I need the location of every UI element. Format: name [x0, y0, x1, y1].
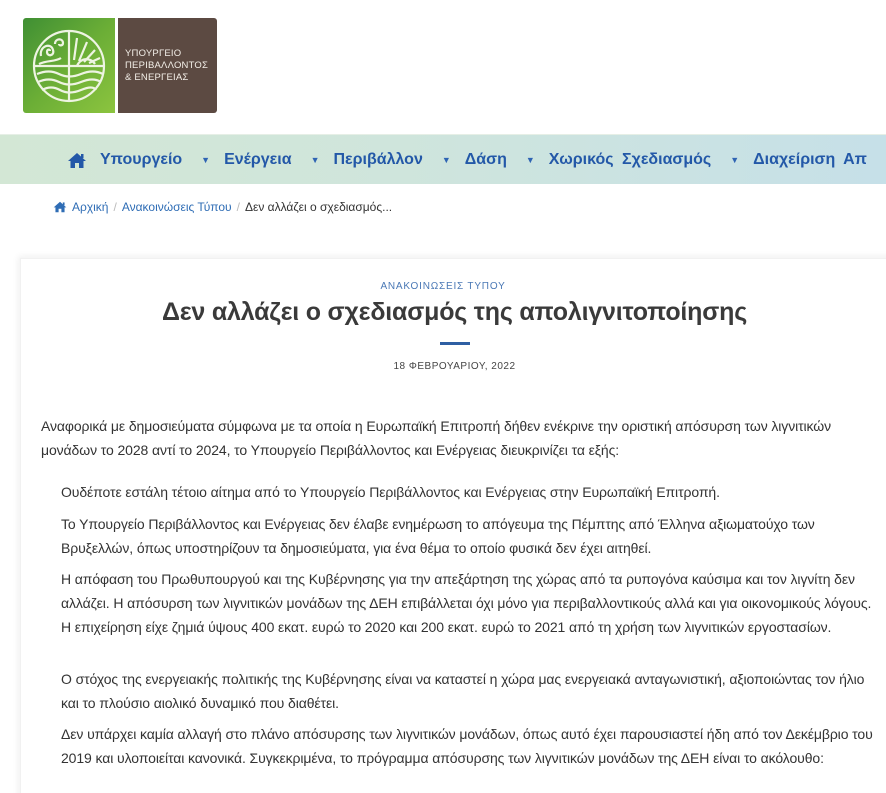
home-icon[interactable] — [67, 152, 87, 169]
nav-item-label: Δάση — [464, 151, 507, 168]
nav-item-forests[interactable] — [465, 151, 549, 169]
nav-item-label: Χωρικός Σχεδιασμός — [548, 151, 712, 168]
breadcrumb — [53, 200, 392, 214]
breadcrumb-separator: / — [113, 200, 117, 214]
breadcrumb-current: Δεν αλλάζει ο σχεδιασμός... — [244, 200, 393, 214]
chevron-down-icon[interactable]: ▼ — [310, 155, 320, 165]
nav-item-environment[interactable] — [333, 151, 464, 169]
logo-emblem — [23, 18, 118, 113]
main-navigation — [0, 134, 886, 184]
logo-text-line: ΥΠΟΥΡΓΕΙΟ — [125, 47, 182, 59]
logo-text-line: ΠΕΡΙΒΑΛΛΟΝΤΟΣ — [125, 59, 209, 71]
breadcrumb-section-link[interactable]: Ανακοινώσεις Τύπου — [121, 200, 232, 214]
logo-text-block — [118, 18, 217, 113]
chevron-down-icon[interactable]: ▼ — [525, 155, 535, 165]
breadcrumb-home-link[interactable]: Αρχική — [72, 200, 109, 214]
nav-item-label: Διαχείριση Απ — [753, 151, 867, 168]
nav-item-ministry[interactable] — [100, 151, 224, 169]
logo-text-line: & ΕΝΕΡΓΕΙΑΣ — [125, 71, 189, 83]
sun-sea-emblem-icon — [29, 26, 109, 106]
article-intro: Αναφορικά με δημοσιεύματα σύμφωνα με τα οποία η Ευρωπαϊκή Επιτροπή δήθεν ενέκρινε την οριστική απόσυρση των λιγνιτικών μονάδων το 2028 αντί το 2024, το Υπουργείο Περιβάλλοντος και Ενέργειας διευκρινίζει τα εξής: — [41, 418, 832, 458]
article-paragraph: Η απόφαση του Πρωθυπουργού και της Κυβέρνησης για την απεξάρτηση της χώρας από τα ρυπογόνα καύσιμα και τον λιγνίτη δεν αλλάζει. Η απόσυρση των λιγνιτικών μονάδων της ΔΕΗ επιβάλλεται όχι μόνο για περιβαλλοντικούς αλλά και για οικονομικούς λόγους. Η επιχείρηση είχε ζημιά ύψους 400 εκατ. ευρώ το 2020 και 200 εκατ. ευρώ το 2021 από τη χρήση των λιγνιτικών εργοστασίων. — [61, 571, 872, 635]
ministry-logo[interactable] — [23, 18, 217, 113]
nav-item-label: Ενέργεια — [224, 151, 292, 168]
article-paragraph: Ουδέποτε εστάλη τέτοιο αίτημα από το Υπουργείο Περιβάλλοντος και Ενέργειας στην Ευρωπαϊκή Επιτροπή. — [61, 484, 720, 500]
article-paragraph: Το Υπουργείο Περιβάλλοντος και Ενέργειας δεν έλαβε ενημέρωση το απόγευμα της Πέμπτης από Έλληνα αξιωματούχο των Βρυξελλών, όπως υποστηρίζουν τα δημοσιεύματα, για ένα θέμα το οποίο φυσικά δεν έχει αιτηθεί. — [61, 516, 815, 556]
nav-item-energy[interactable] — [224, 151, 333, 169]
article-category-link[interactable]: ΑΝΑΚΟΙΝΩΣΕΙΣ ΤΥΠΟΥ — [380, 281, 506, 292]
nav-item-waste-management[interactable] — [753, 151, 867, 169]
chevron-down-icon[interactable]: ▼ — [730, 155, 740, 165]
article-date: 18 ΦΕΒΡΟΥΑΡΙΟΥ, 2022 — [393, 361, 516, 372]
title-divider — [440, 342, 470, 345]
article-title: Δεν αλλάζει ο σχεδιασμός της απολιγνιτοποίησης — [161, 298, 748, 326]
nav-item-spatial-planning[interactable] — [549, 151, 753, 169]
breadcrumb-separator: / — [236, 200, 240, 214]
nav-item-label: Υπουργείο — [100, 151, 183, 168]
chevron-down-icon[interactable]: ▼ — [201, 155, 211, 165]
article-paragraph: Ο στόχος της ενεργειακής πολιτικής της Κυβέρνησης είναι να καταστεί η χώρα μας ενεργειακά ανταγωνιστική, αξιοποιώντας τον ήλιο και το πλούσιο αιολικό δυναμικό που διαθέτει. — [61, 671, 865, 711]
nav-item-label: Περιβάλλον — [333, 151, 423, 168]
article-paragraph: Δεν υπάρχει καμία αλλαγή στο πλάνο απόσυρσης των λιγνιτικών μονάδων, όπως αυτό έχει παρουσιαστεί ήδη από τον Δεκέμβριο του 2019 και υλοποιείται κανονικά. Συγκεκριμένα, το πρόγραμμα απόσυρσης των λιγνιτικών μονάδων της ΔΕΗ είναι το ακόλουθο: — [61, 726, 873, 766]
chevron-down-icon[interactable]: ▼ — [441, 155, 451, 165]
nav-items — [67, 135, 867, 185]
home-icon[interactable] — [53, 201, 67, 213]
site-header — [0, 0, 886, 134]
